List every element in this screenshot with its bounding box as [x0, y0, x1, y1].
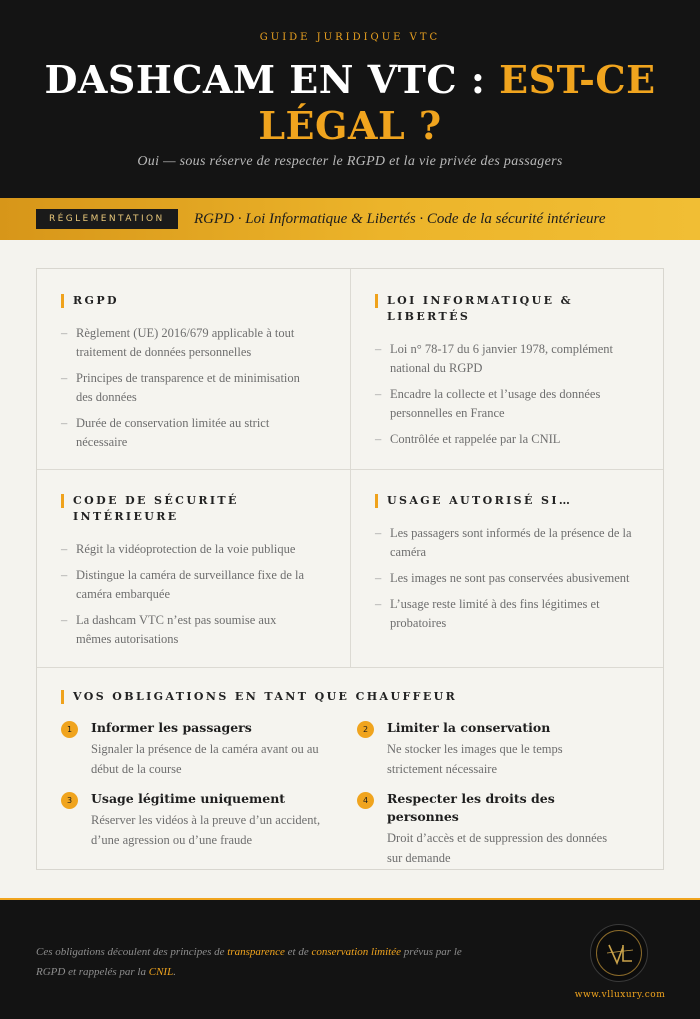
list-item: – Loi n° 78-17 du 6 janvier 1978, complément national du RGPD — [375, 340, 635, 378]
obligation-title: Usage légitime uniquement — [91, 791, 286, 806]
row-divider — [37, 667, 663, 668]
kicker: GUIDE JURIDIQUE VTC — [259, 32, 441, 43]
logo-monogram — [597, 941, 643, 971]
step-number-badge: 3 — [61, 792, 78, 809]
page-subtitle: Oui — sous réserve de respecter le RGPD et la vie privée des passagers — [137, 154, 563, 169]
obligation-item — [61, 790, 321, 850]
title-accent: EST-CE LÉGAL ? — [258, 57, 656, 148]
footer-text: Ces obligations découlent des principes de — [36, 946, 228, 958]
list-item: – Encadre la collecte et l’usage des données personnelles en France — [375, 385, 635, 423]
list-item: – Distingue la caméra de surveillance fixe de la caméra embarquée — [61, 566, 311, 604]
obligation-desc: Droit d’accès et de suppression des données sur demande — [387, 831, 608, 865]
regulation-band — [0, 198, 700, 240]
section-title: LOI INFORMATIQUE & LIBERTÉS — [375, 293, 575, 325]
list-item: – Régit la vidéoprotection de la voie publique — [61, 540, 311, 559]
footer-highlight: conservation limitée — [311, 946, 401, 958]
list-item: – La dashcam VTC n’est pas soumise aux mêmes autorisations — [61, 611, 311, 649]
section-rgpd — [61, 293, 311, 459]
footer-text: prévus par le RGPD et rappelés par la — [36, 946, 462, 978]
footer-text: et de — [284, 946, 312, 958]
section-list — [61, 540, 311, 649]
obligation-desc: Ne stocker les images que le temps strictement nécessaire — [387, 742, 563, 776]
footer-highlight: transparence — [227, 946, 285, 958]
title-main: DASHCAM EN VTC : — [44, 57, 500, 102]
step-number-badge: 1 — [61, 721, 78, 738]
obligation-item — [357, 790, 617, 868]
footer-highlight: CNIL — [148, 966, 174, 978]
obligations-title: VOS OBLIGATIONS EN TANT QUE CHAUFFEUR — [61, 689, 621, 705]
section-csi — [61, 493, 311, 656]
obligation-title: Limiter la conservation — [387, 720, 551, 735]
list-item: – L’usage reste limité à des fins légitimes et probatoires — [375, 595, 635, 633]
regulation-text: RGPD · Loi Informatique & Libertés · Code de la sécurité intérieure — [194, 211, 606, 227]
section-title: CODE DE SÉCURITÉ INTÉRIEURE — [61, 493, 241, 525]
section-list — [375, 524, 635, 633]
obligation-title: Respecter les droits des personnes — [387, 791, 555, 824]
obligation-item — [357, 719, 617, 779]
obligation-desc: Signaler la présence de la caméra avant ou au début de la course — [91, 742, 319, 776]
content-card — [36, 268, 664, 870]
footer-note — [36, 942, 476, 982]
list-item: – Les images ne sont pas conservées abusivement — [375, 569, 635, 588]
footer — [0, 898, 700, 1019]
monogram-icon — [605, 941, 635, 967]
regulation-tag: RÉGLEMENTATION — [36, 209, 178, 229]
section-usage — [375, 493, 635, 640]
section-loi — [375, 293, 635, 456]
vl-logo-icon — [590, 924, 648, 982]
footer-text: . — [173, 966, 176, 978]
page-title — [40, 57, 660, 149]
row-divider — [37, 469, 663, 470]
step-number-badge: 2 — [357, 721, 374, 738]
header — [0, 0, 700, 198]
section-title: USAGE AUTORISÉ SI… — [375, 493, 635, 509]
section-list — [61, 324, 311, 452]
section-title: RGPD — [61, 293, 311, 309]
obligation-desc: Réserver les vidéos à la preuve d’un accident, d’une agression ou d’une fraude — [91, 813, 321, 847]
column-divider — [350, 269, 351, 667]
list-item: – Les passagers sont informés de la présence de la caméra — [375, 524, 635, 562]
list-item: – Principes de transparence et de minimisation des données — [61, 369, 311, 407]
section-list — [375, 340, 635, 449]
obligation-item — [61, 719, 321, 779]
list-item: – Contrôlée et rappelée par la CNIL — [375, 430, 635, 449]
obligation-title: Informer les passagers — [91, 720, 252, 735]
logo-ring — [596, 930, 642, 976]
list-item: – Durée de conservation limitée au strict nécessaire — [61, 414, 311, 452]
website-link[interactable]: www.vlluxury.com — [574, 990, 666, 1000]
list-item: – Règlement (UE) 2016/679 applicable à tout traitement de données personnelles — [61, 324, 311, 362]
step-number-badge: 4 — [357, 792, 374, 809]
